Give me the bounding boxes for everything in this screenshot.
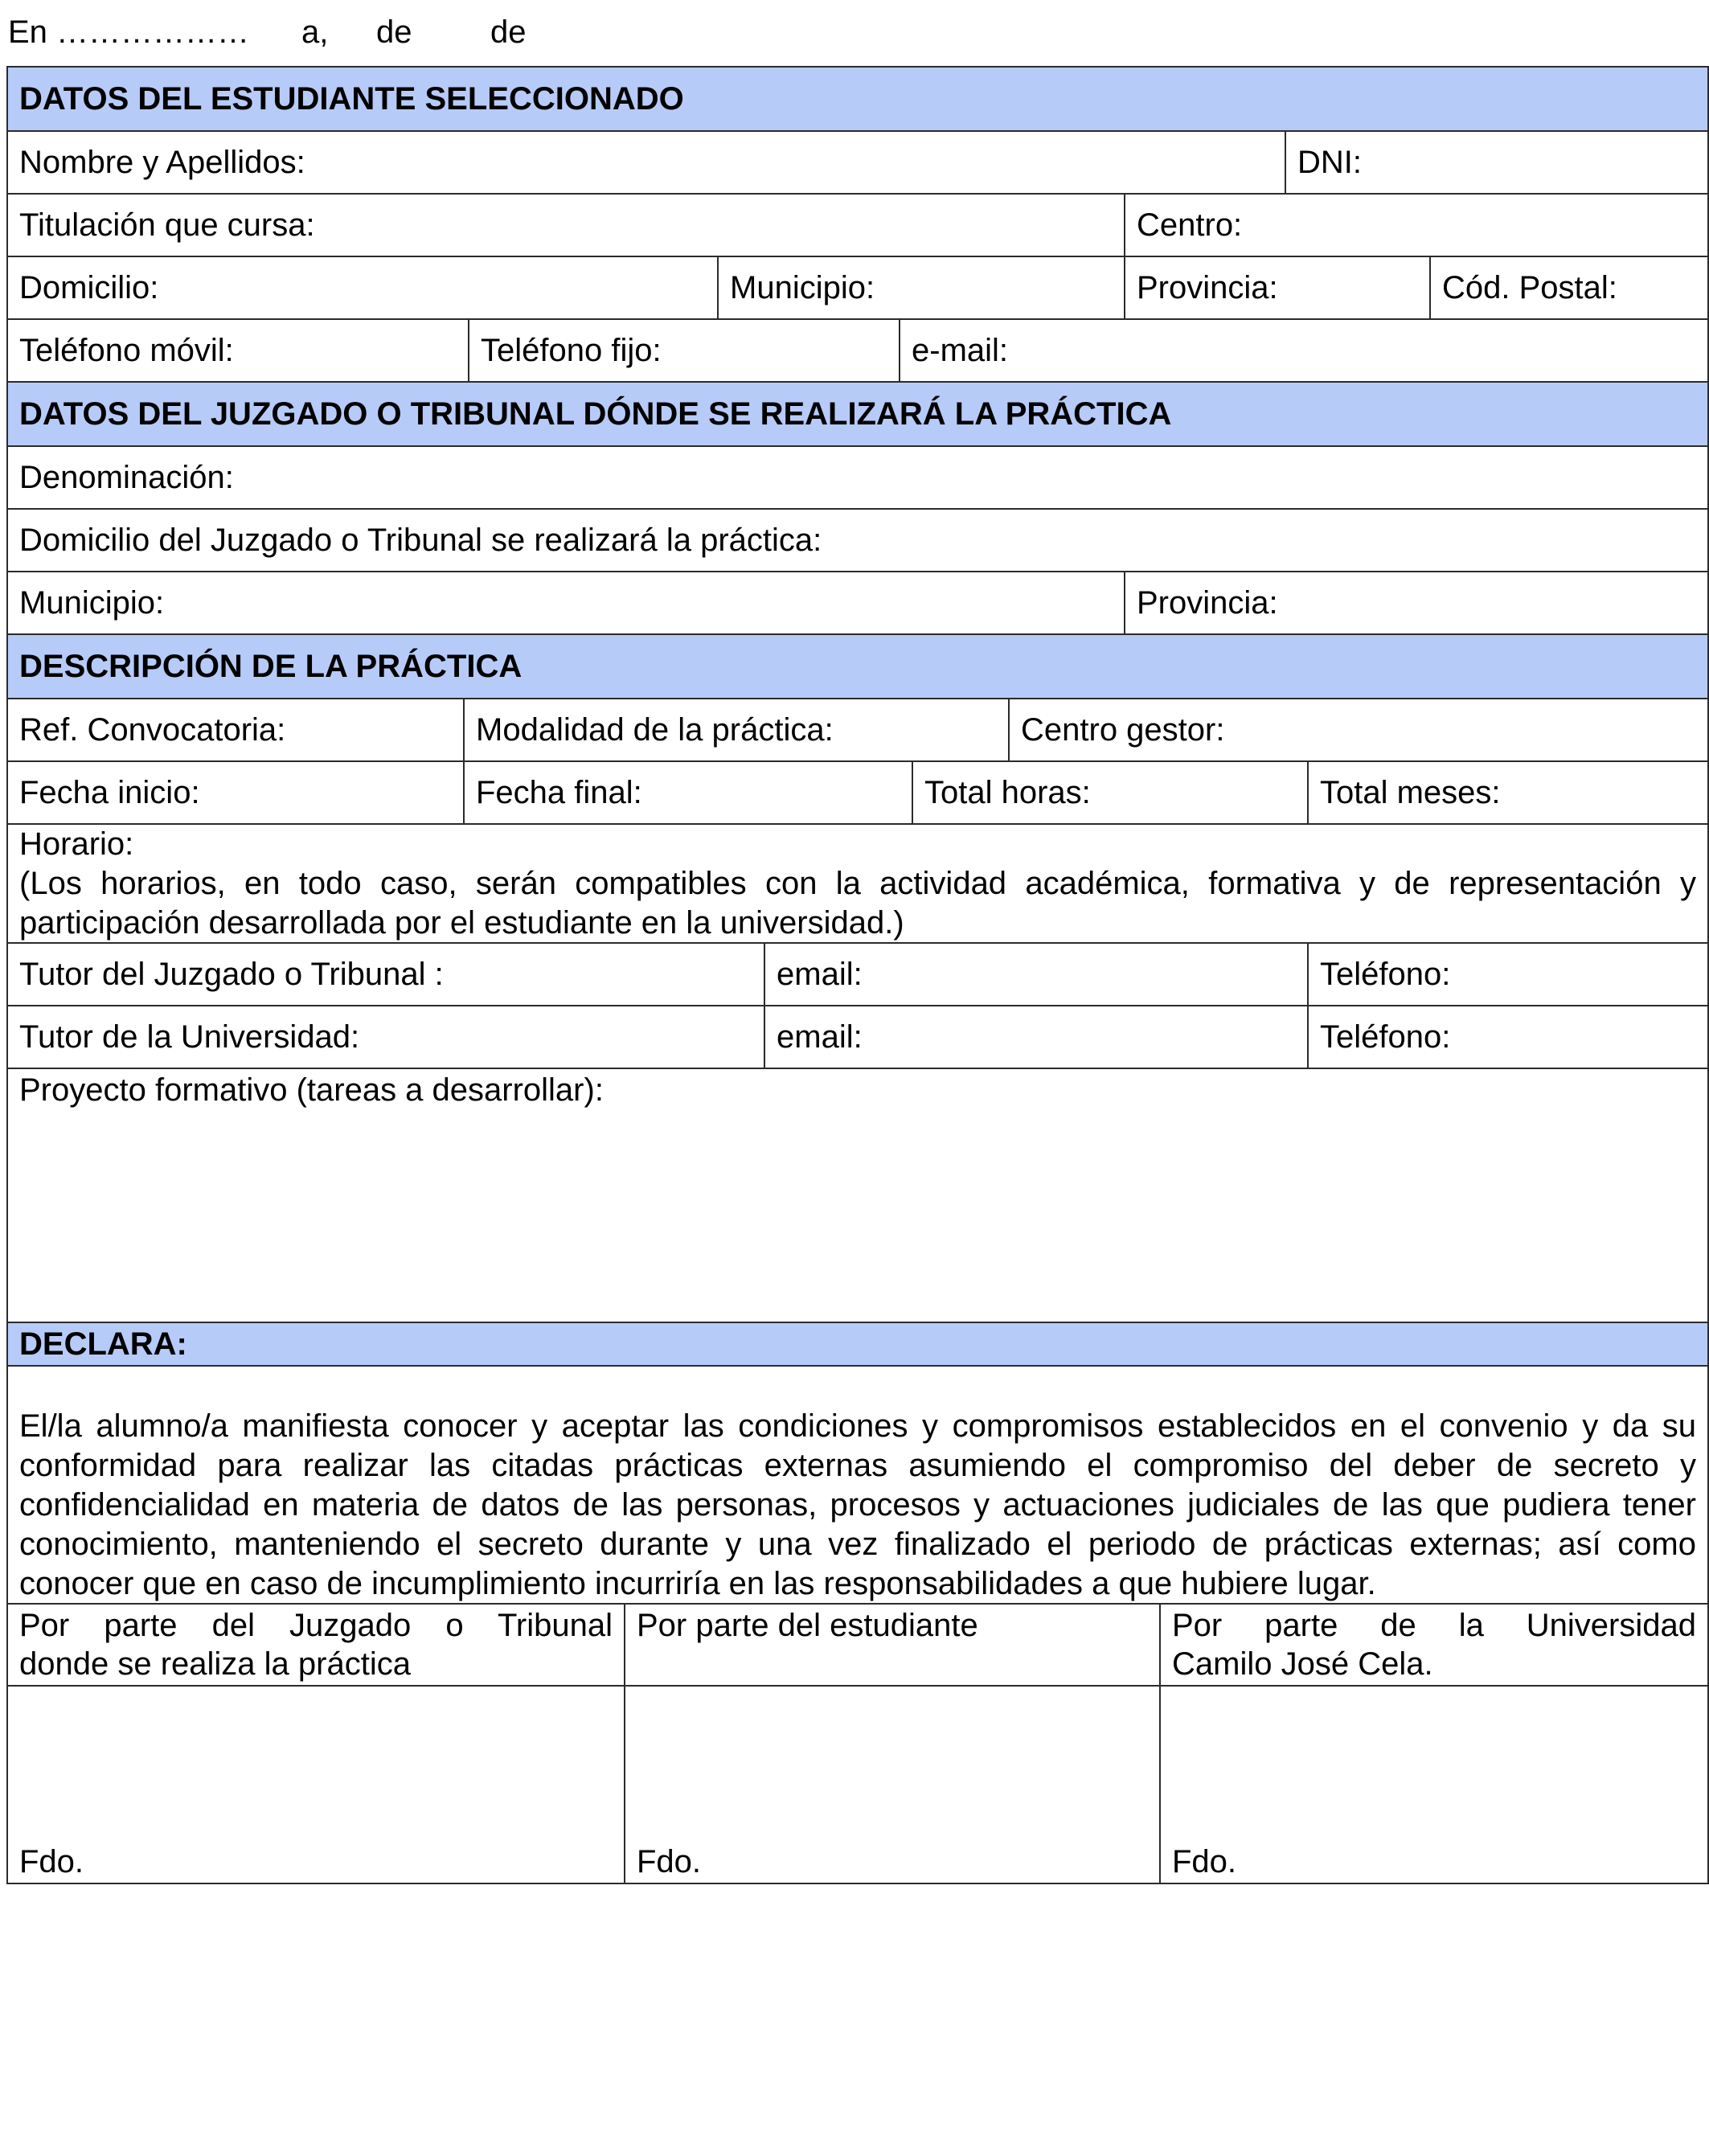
date-de-2: de [490,14,527,50]
signature-university-label [1161,1605,1707,1685]
signature-university-box[interactable] [1161,1687,1707,1883]
signature-student-fdo: Fdo. [637,1844,702,1879]
signature-court-line-1: Por parte del Juzgado o Tribunal [19,1608,613,1643]
signature-student-line: Por parte del estudiante [637,1608,978,1643]
signature-court-box[interactable] [8,1687,625,1883]
student-row-2 [8,195,1707,257]
signature-court-fdo: Fdo. [19,1844,84,1879]
signature-labels-row [8,1605,1707,1687]
signature-boxes-row [8,1687,1707,1883]
practice-row-2 [8,762,1707,825]
uni-tutor-email-field[interactable]: email: [765,1006,1309,1068]
signature-student-box[interactable] [625,1687,1161,1883]
practice-uni-tutor-row [8,1006,1707,1069]
court-tutor-field[interactable]: Tutor del Juzgado o Tribunal : [8,944,765,1005]
signature-court-label [8,1605,625,1685]
court-province-field[interactable]: Provincia: [1137,585,1278,621]
student-landline-field[interactable]: Teléfono fijo: [469,320,900,381]
student-row-4 [8,320,1707,383]
court-tutor-phone-field[interactable]: Teléfono: [1320,957,1451,992]
practice-manager-field[interactable]: Centro gestor: [1021,712,1225,748]
practice-header-row [8,635,1707,699]
student-row-3 [8,257,1707,320]
declaration-text: El/la alumno/a manifiesta conocer y aceptar las condiciones y compromisos establecidos en el convenio y da su conformidad para realizar las citadas prácticas externas asumiendo el compromiso del deber de secreto y confidencialidad en materia de datos de las personas, procesos y actuaciones judiciales de las que pudiera tener conocimiento, manteniendo el secreto durante y una vez finalizado el periodo de prácticas externas; así como conocer que en caso de incumplimiento incurriría en las responsabilidades a que hubiere lugar. [19,1408,1696,1601]
student-address-field[interactable]: Domicilio: [8,257,719,318]
student-centre-field[interactable]: Centro: [1137,207,1243,243]
schedule-label: Horario: [19,826,134,862]
court-row-1 [8,447,1707,510]
student-municipality-field[interactable]: Municipio: [719,257,1125,318]
practice-schedule-row [8,825,1707,944]
practice-ref-field[interactable]: Ref. Convocatoria: [8,699,465,760]
signature-university-fdo: Fdo. [1172,1844,1237,1879]
signature-court-line-2: donde se realiza la práctica [19,1646,411,1682]
court-header-row [8,383,1707,447]
declaration-text-row [8,1367,1707,1605]
court-municipality-field[interactable]: Municipio: [8,572,1125,633]
student-degree-field[interactable]: Titulación que cursa: [8,195,1125,256]
practice-project-field[interactable]: Proyecto formativo (tareas a desarrollar): [19,1072,604,1108]
student-mobile-field[interactable]: Teléfono móvil: [8,320,469,381]
student-row-1 [8,132,1707,195]
signature-university-line-2: Camilo José Cela. [1172,1646,1433,1682]
practice-end-field[interactable]: Fecha final: [465,762,913,823]
practice-project-row [8,1069,1707,1323]
date-place[interactable]: En ……………… [8,14,250,50]
student-dni-field[interactable]: DNI: [1297,145,1362,180]
student-postal-code-field[interactable]: Cód. Postal: [1442,270,1617,305]
practice-total-months-field[interactable]: Total meses: [1320,775,1501,810]
date-line [8,8,973,56]
practice-schedule-field[interactable] [8,825,1707,942]
signature-student-label [625,1605,1161,1685]
court-tutor-email-field[interactable]: email: [765,944,1309,1005]
student-name-field[interactable]: Nombre y Apellidos: [8,132,1286,193]
declaration-header: DECLARA: [8,1323,1707,1365]
court-row-3 [8,572,1707,635]
court-address-field[interactable]: Domicilio del Juzgado o Tribunal se realizará la práctica: [19,523,822,558]
signature-university-line-1: Por parte de la Universidad [1172,1608,1696,1643]
declaration-header-row [8,1323,1707,1367]
practice-row-1 [8,699,1707,762]
practice-start-field[interactable]: Fecha inicio: [8,762,465,823]
court-name-field[interactable]: Denominación: [19,460,234,495]
practice-section-header: DESCRIPCIÓN DE LA PRÁCTICA [8,635,1707,698]
student-email-field[interactable]: e-mail: [912,333,1009,368]
practice-modality-field[interactable]: Modalidad de la práctica: [465,699,1010,760]
practice-court-tutor-row [8,944,1707,1006]
student-header-row [8,68,1707,132]
court-row-2 [8,510,1707,572]
practice-form [6,66,1709,1884]
uni-tutor-phone-field[interactable]: Teléfono: [1320,1019,1451,1055]
student-province-field[interactable]: Provincia: [1125,257,1431,318]
uni-tutor-field[interactable]: Tutor de la Universidad: [8,1006,765,1068]
date-de-1: de [376,14,412,50]
schedule-note-line-1: (Los horarios, en todo caso, serán compatibles con la actividad académica, formativa y de representación y [19,866,1696,901]
date-a: a, [301,14,329,50]
student-section-header: DATOS DEL ESTUDIANTE SELECCIONADO [8,68,1707,130]
practice-total-hours-field[interactable]: Total horas: [913,762,1309,823]
schedule-note-line-2: participación desarrollada por el estudiante en la universidad.) [19,905,904,941]
court-section-header: DATOS DEL JUZGADO O TRIBUNAL DÓNDE SE REALIZARÁ LA PRÁCTICA [8,383,1707,445]
